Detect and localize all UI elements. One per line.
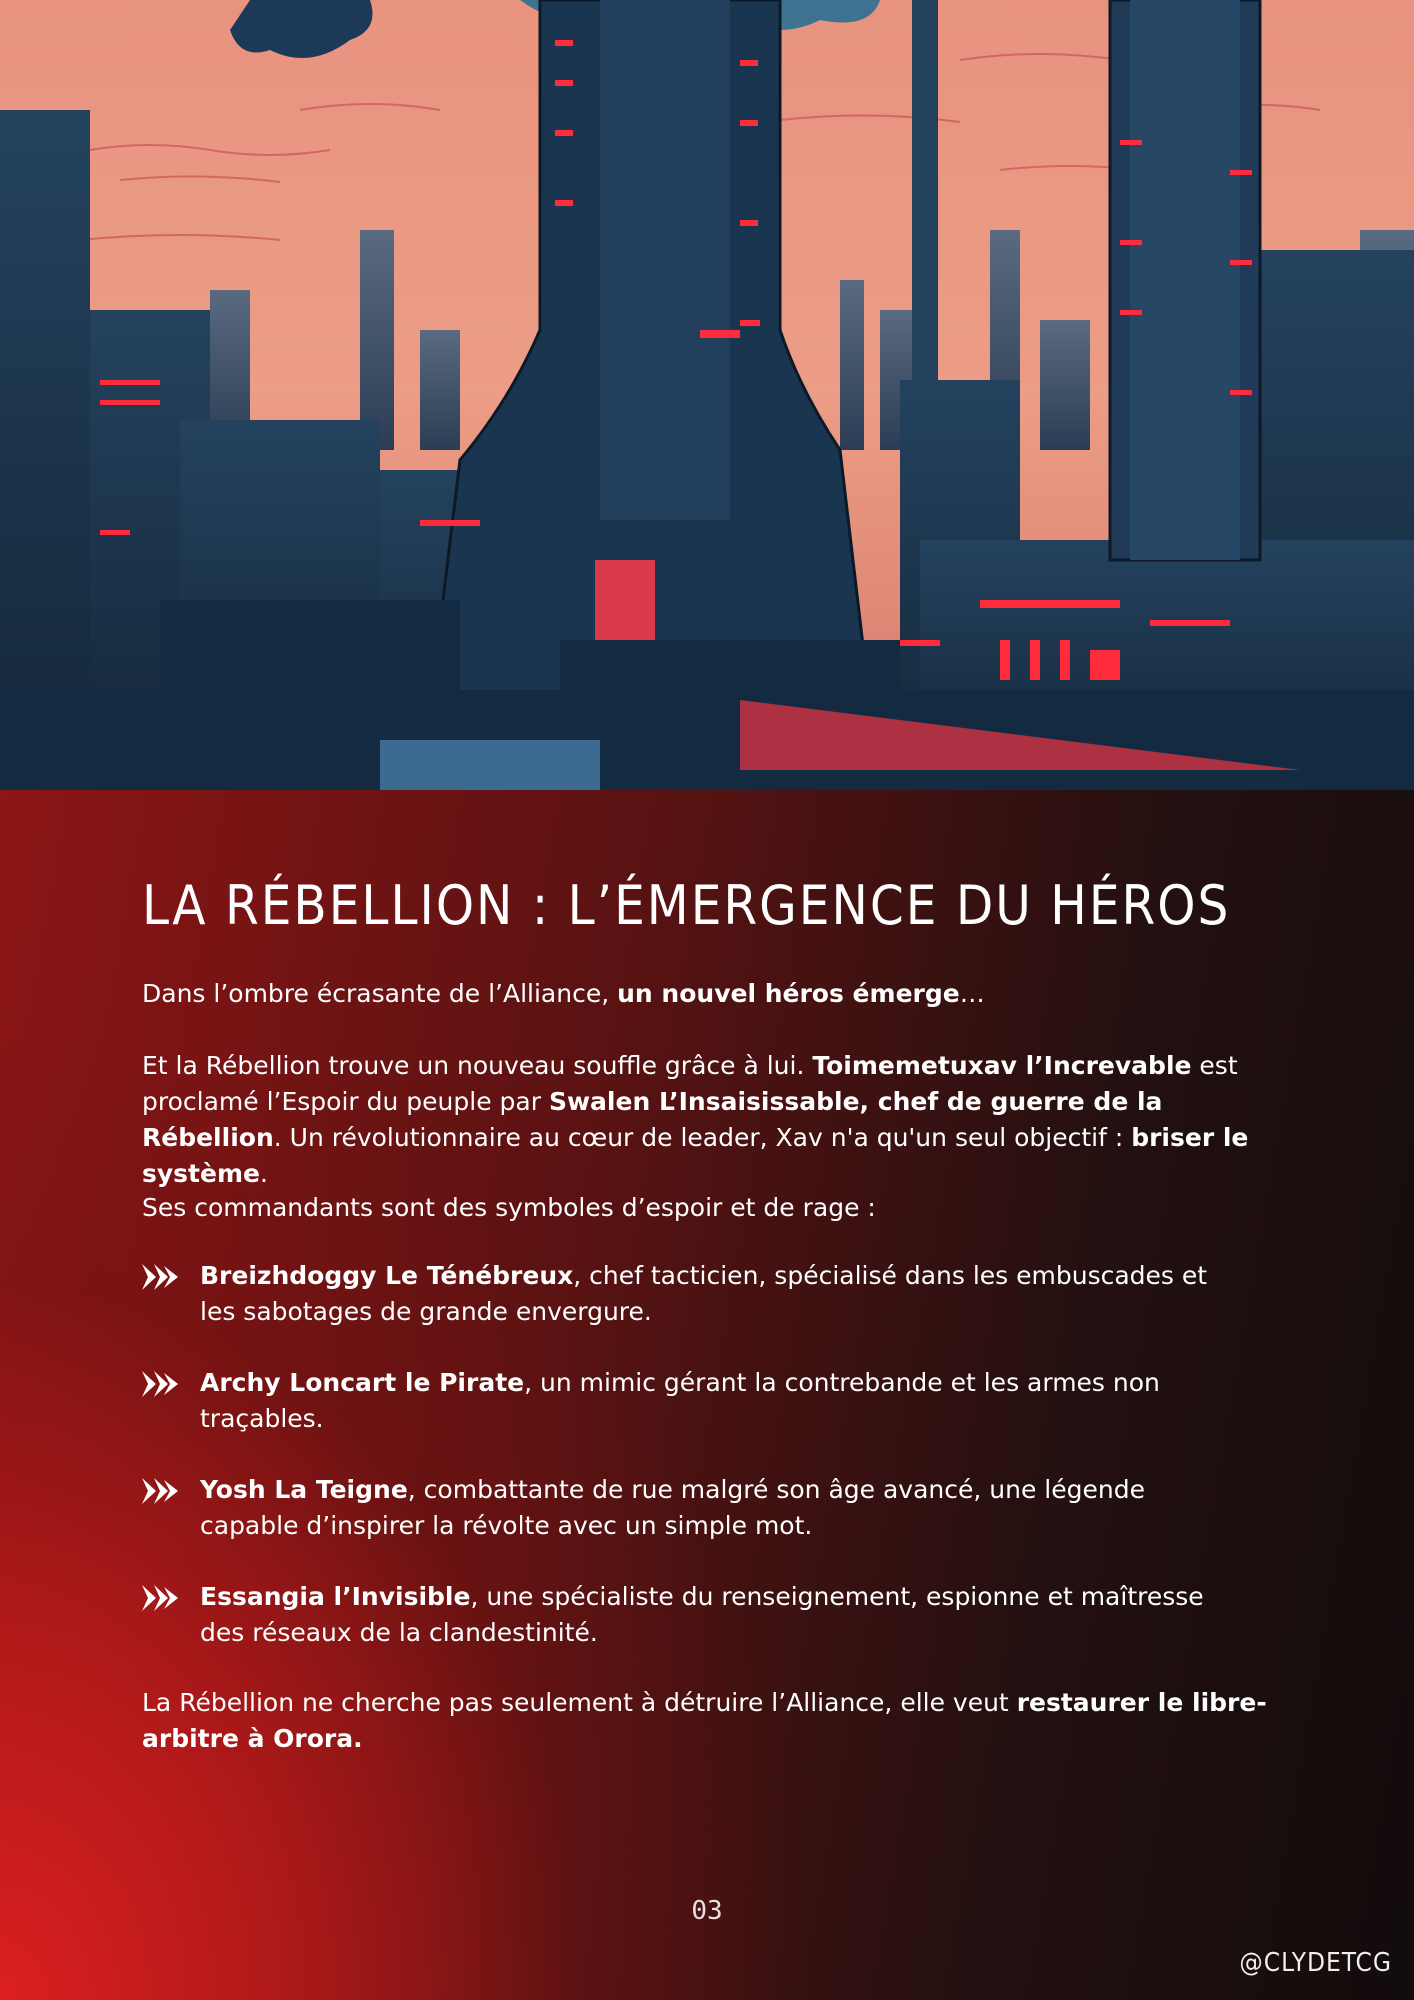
hero-illustration-cyberpunk-city xyxy=(0,0,1414,790)
page-number: 03 xyxy=(691,1896,723,1926)
commanders-intro: Ses commandants sont des symboles d’espoir et de rage : xyxy=(142,1193,876,1222)
chevron-arrow-icon xyxy=(142,1583,178,1613)
closing-paragraph: La Rébellion ne cherche pas seulement à détruire l’Alliance, elle veut restaurer le libre-arbitre à Orora. xyxy=(142,1688,1267,1753)
page-title: LA RÉBELLION : L’ÉMERGENCE DU HÉROS xyxy=(142,874,1231,937)
commander-text: Breizhdoggy Le Ténébreux, chef tacticien, spécialisé dans les embuscades et les sabotages de grande envergure. xyxy=(200,1261,1208,1326)
content-panel xyxy=(0,790,1414,2000)
chevron-arrow-icon xyxy=(142,1262,178,1292)
commander-text: Archy Loncart le Pirate, un mimic gérant la contrebande et les armes non traçables. xyxy=(200,1368,1160,1433)
intro-paragraph: Dans l’ombre écrasante de l’Alliance, un nouvel héros émerge… xyxy=(142,979,985,1008)
chevron-arrow-icon xyxy=(142,1476,178,1506)
author-handle: @CLYDETCG xyxy=(1239,1948,1392,1978)
commander-text: Yosh La Teigne, combattante de rue malgré son âge avancé, une légende capable d’inspirer la révolte avec un simple mot. xyxy=(200,1475,1145,1540)
commander-text: Essangia l’Invisible, une spécialiste du renseignement, espionne et maîtresse des réseaux de la clandestinité. xyxy=(200,1582,1204,1647)
chevron-arrow-icon xyxy=(142,1369,178,1399)
hero-paragraph: Et la Rébellion trouve un nouveau souffle grâce à lui. Toimemetuxav l’Increvable est proclamé l’Espoir du peuple par Swalen L’Insaisissable, chef de guerre de la Rébellion. Un révolutionnaire au cœur de leader, Xav n'a qu'un seul objectif : briser le système. xyxy=(142,1051,1249,1188)
